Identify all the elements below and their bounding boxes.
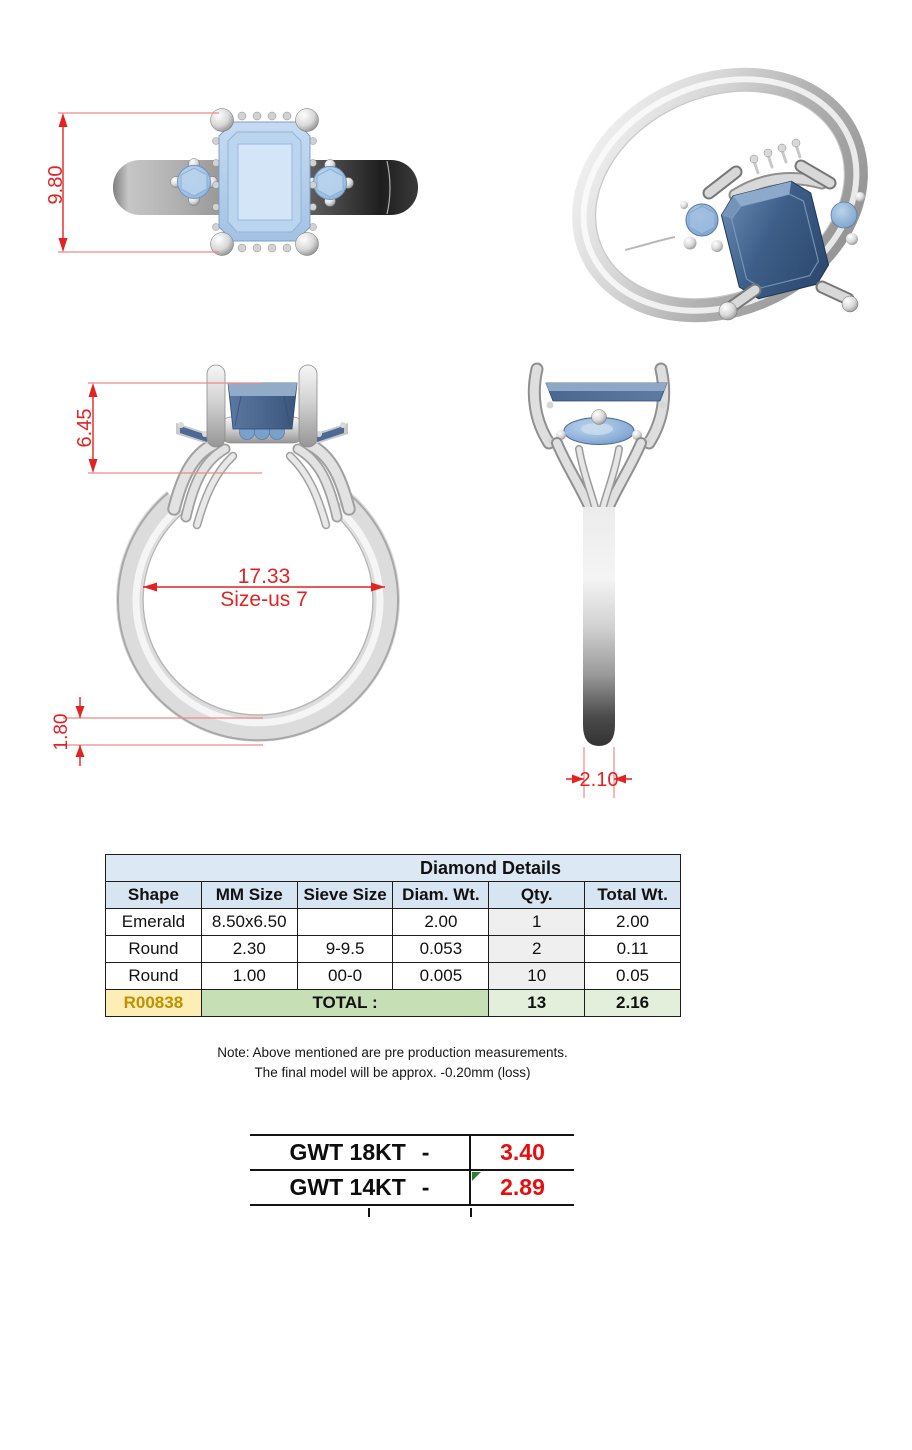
cell-mm-size: 2.30 <box>201 936 297 963</box>
gwt-dash: - <box>421 1174 430 1200</box>
cell-qty: 10 <box>489 963 585 990</box>
dimension-shank-width <box>566 747 632 798</box>
cell-total-wt: 0.05 <box>585 963 681 990</box>
cell-diam-wt: 0.053 <box>393 936 489 963</box>
total-weight: 2.16 <box>585 990 681 1017</box>
ring-size-label: Size-us 7 <box>220 588 308 611</box>
front-view <box>45 355 455 800</box>
center-stone-side <box>546 383 667 409</box>
cell-sieve-size: 9-9.5 <box>297 936 393 963</box>
cell-diam-wt: 2.00 <box>393 909 489 936</box>
production-note <box>105 1043 680 1083</box>
model-number: R00838 <box>106 990 202 1017</box>
dimension-inner-diameter <box>143 565 385 611</box>
table-row <box>106 936 681 963</box>
table-title: Diamond Details <box>106 855 681 882</box>
col-header-total-wt: Total Wt. <box>585 882 681 909</box>
dimension-label: 6.45 <box>74 408 96 448</box>
table-grid-stub <box>470 1208 472 1217</box>
top-view <box>35 75 465 310</box>
split-shank-arms <box>174 443 349 525</box>
cell-total-wt: 2.00 <box>585 909 681 936</box>
total-row <box>106 990 681 1017</box>
gwt-label-text: GWT 14KT <box>289 1174 406 1200</box>
col-header-shape: Shape <box>106 882 202 909</box>
diamond-details-table <box>105 854 681 1017</box>
shank-profile <box>583 507 615 746</box>
cell-shape: Emerald <box>106 909 202 936</box>
total-label: TOTAL : <box>201 990 488 1017</box>
cell-sieve-size: 00-0 <box>297 963 393 990</box>
cell-shape: Round <box>106 936 202 963</box>
cell-qty: 1 <box>489 909 585 936</box>
note-line-2: The final model will be approx. -0.20mm (loss) <box>254 1065 531 1080</box>
center-stone-top <box>219 122 310 241</box>
cell-comment-marker <box>472 1172 481 1181</box>
gwt-row-14kt <box>250 1169 574 1204</box>
gwt-14kt-label <box>250 1171 469 1204</box>
total-qty: 13 <box>489 990 585 1017</box>
center-stone-perspective <box>718 177 833 302</box>
dimension-label: 1.80 <box>51 713 72 751</box>
converging-arms-side <box>557 443 641 513</box>
dimension-label: 2.10 <box>579 769 619 791</box>
dimension-label: 17.33 <box>237 565 291 588</box>
col-header-qty: Qty. <box>489 882 585 909</box>
note-line-1: Note: Above mentioned are pre production measurements. <box>217 1045 568 1060</box>
cell-total-wt: 0.11 <box>585 936 681 963</box>
side-stone-profile <box>548 410 650 445</box>
shank-split-groove <box>625 237 675 250</box>
gwt-dash: - <box>421 1139 430 1165</box>
gwt-18kt-label <box>250 1136 469 1169</box>
table-row <box>106 963 681 990</box>
gwt-row-18kt <box>250 1134 574 1169</box>
side-stone-left-perspective <box>680 201 723 252</box>
col-header-sieve-size: Sieve Size <box>297 882 393 909</box>
cell-qty: 2 <box>489 936 585 963</box>
table-grid-stub <box>368 1208 370 1217</box>
cell-diam-wt: 0.005 <box>393 963 489 990</box>
gwt-18kt-value: 3.40 <box>469 1136 574 1169</box>
gwt-14kt-value: 2.89 <box>469 1171 574 1204</box>
gwt-label-text: GWT 18KT <box>289 1139 406 1165</box>
perspective-view <box>550 45 880 345</box>
cell-mm-size: 8.50x6.50 <box>201 909 297 936</box>
cell-sieve-size <box>297 909 393 936</box>
bead-prongs-perspective <box>750 139 800 173</box>
cell-mm-size: 1.00 <box>201 963 297 990</box>
col-header-mm-size: MM Size <box>201 882 297 909</box>
center-stone-front <box>228 383 297 429</box>
gold-weight-table <box>250 1134 574 1206</box>
table-row <box>106 909 681 936</box>
cell-shape: Round <box>106 963 202 990</box>
dimension-label: 9.80 <box>45 165 67 205</box>
col-header-diam-wt: Diam. Wt. <box>393 882 489 909</box>
ring-shank-front <box>118 493 398 740</box>
side-view <box>495 355 685 800</box>
